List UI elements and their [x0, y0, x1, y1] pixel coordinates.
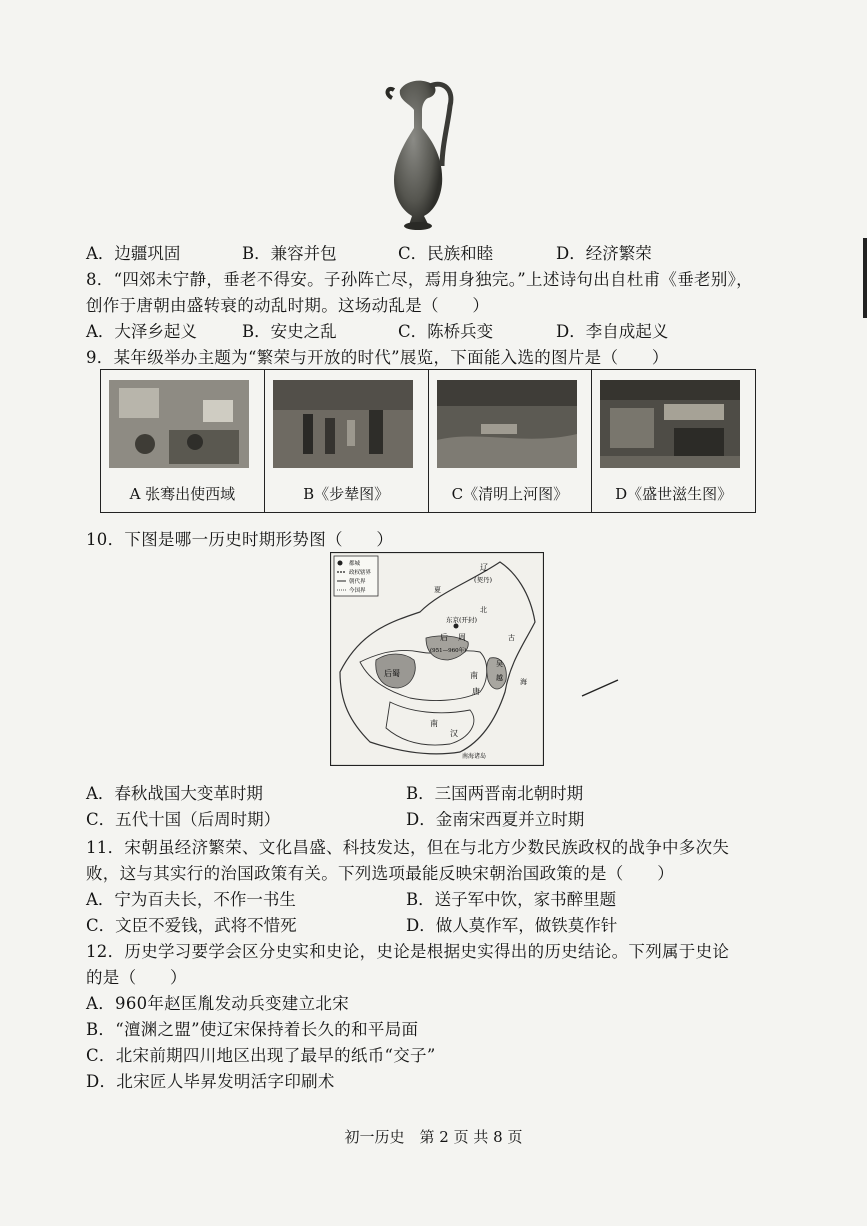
q7-options	[86, 240, 846, 262]
q10-options-row2	[86, 806, 846, 828]
q12-option-d[interactable]: D．北宋匠人毕昇发明活字印刷术	[86, 1072, 335, 1091]
q7-option-d[interactable]: D．经济繁荣	[556, 244, 652, 263]
q10-options-row1	[86, 780, 846, 802]
q9-caption-b: B《步辇图》	[303, 485, 390, 503]
map-legend-1: 政权辖界	[349, 570, 372, 576]
q9-option-b[interactable]	[265, 370, 429, 512]
q11-option-d[interactable]: D．做人莫作军，做铁莫作针	[406, 916, 618, 935]
map-label-nanhai: 南海诸岛	[462, 753, 487, 760]
q8-option-c[interactable]: C．陈桥兵变	[398, 322, 494, 341]
map-legend-2: 朝代界	[349, 579, 366, 585]
stray-pen-mark	[580, 676, 620, 700]
map-label-zhou: 周	[458, 633, 466, 642]
q9-option-c[interactable]	[429, 370, 593, 512]
q11-stem-line2: 败，这与其实行的治国政策有关。下列选项最能反映宋朝治国政策的是（ ）	[86, 864, 674, 883]
q11-option-c[interactable]: C．文臣不爱钱，武将不惜死	[86, 916, 297, 935]
map-label-nan: 南	[470, 671, 478, 680]
map-label-nan2: 南	[430, 719, 438, 728]
map-label-dongjing: 东京(开封)	[446, 616, 478, 624]
q9-stem: 9．某年级举办主题为“繁荣与开放的时代”展览，下面能入选的图片是（ ）	[86, 348, 669, 367]
map-legend-0: 都城	[349, 561, 361, 567]
map-label-hai: 海	[520, 678, 527, 686]
q12-option-b[interactable]: B．“澶渊之盟”使辽宋保持着长久的和平局面	[86, 1020, 419, 1039]
q7-option-b[interactable]: B．兼容并包	[242, 244, 337, 263]
q8-option-a[interactable]: A．大泽乡起义	[86, 322, 197, 341]
map-label-years: (951—960年)	[430, 648, 467, 654]
q10-option-d[interactable]: D．金南宋西夏并立时期	[406, 810, 585, 829]
shengshi-painting-image	[600, 380, 740, 468]
q8-option-d[interactable]: D．李自成起义	[556, 322, 669, 341]
map-label-houshu: 后蜀	[384, 669, 400, 678]
q8-stem-line1: 8．“四郊未宁静，垂老不得安。子孙阵亡尽，焉用身独完。”上述诗句出自杜甫《垂老别》，	[86, 270, 753, 289]
bunian-painting-image	[273, 380, 413, 468]
q8-option-b[interactable]: B．安史之乱	[242, 322, 337, 341]
q12-stem-line2: 的是（ ）	[86, 968, 187, 987]
map-label-yue: 越	[496, 674, 503, 682]
map-label-tang: 唐	[472, 687, 480, 696]
map-legend-3: 今国界	[349, 588, 366, 594]
q8-stem-line2: 创作于唐朝由盛转衰的动乱时期。这场动乱是（ ）	[86, 296, 490, 315]
q12-option-a[interactable]: A．960年赵匡胤发动兵变建立北宋	[86, 994, 350, 1013]
q12-option-c[interactable]: C．北宋前期四川地区出现了最早的纸币“交子”	[86, 1046, 436, 1065]
capital-icon	[454, 624, 459, 629]
q11-option-a[interactable]: A．宁为百夫长，不作一书生	[86, 890, 296, 909]
map-label-han: 汉	[450, 729, 458, 738]
q10-stem: 10．下图是哪一历史时期形势图（ ）	[86, 530, 394, 549]
map-label-bei: 北	[480, 606, 487, 614]
q11-stem-line1: 11．宋朝虽经济繁荣、文化昌盛、科技发达，但在与北方少数民族政权的战争中多次失	[86, 838, 730, 857]
q9-caption-a: A 张骞出使西域	[129, 485, 236, 503]
map-label-hou: 后	[440, 633, 448, 642]
map-label-qidan: (契丹)	[474, 576, 493, 584]
q10-option-b[interactable]: B．三国两晋南北朝时期	[406, 784, 584, 803]
page-footer: 初一历史 第 2 页 共 8 页	[344, 1128, 523, 1146]
envoy-painting-image	[109, 380, 249, 468]
qingming-scroll-image	[437, 380, 577, 468]
q9-image-table	[100, 369, 756, 513]
q10-option-a[interactable]: A．春秋战国大变革时期	[86, 784, 263, 803]
q9-option-d[interactable]	[592, 370, 755, 512]
map-label-gu: 古	[508, 634, 515, 642]
q11-options-row1	[86, 886, 846, 908]
map-label-liao: 辽	[480, 563, 488, 572]
q9-caption-c: C《清明上河图》	[451, 485, 569, 503]
q7-option-a[interactable]: A．边疆巩固	[86, 244, 181, 263]
q10-historical-map	[330, 552, 544, 766]
map-label-wu: 吴	[496, 660, 503, 668]
legend-capital-icon	[338, 561, 343, 566]
q9-option-a[interactable]	[101, 370, 265, 512]
q11-option-b[interactable]: B．送子军中饮，家书醉里题	[406, 890, 617, 909]
q11-options-row2	[86, 912, 846, 934]
q7-option-c[interactable]: C．民族和睦	[398, 244, 494, 263]
q8-options	[86, 318, 846, 340]
q9-caption-d: D《盛世滋生图》	[615, 485, 733, 503]
scan-edge-mark	[863, 238, 867, 318]
q10-option-c[interactable]: C．五代十国（后周时期）	[86, 810, 281, 829]
q12-stem-line1: 12．历史学习要学会区分史实和史论，史论是根据史实得出的历史结论。下列属于史论	[86, 942, 730, 961]
celadon-ewer-image	[378, 76, 462, 236]
map-label-xia: 夏	[434, 586, 441, 594]
